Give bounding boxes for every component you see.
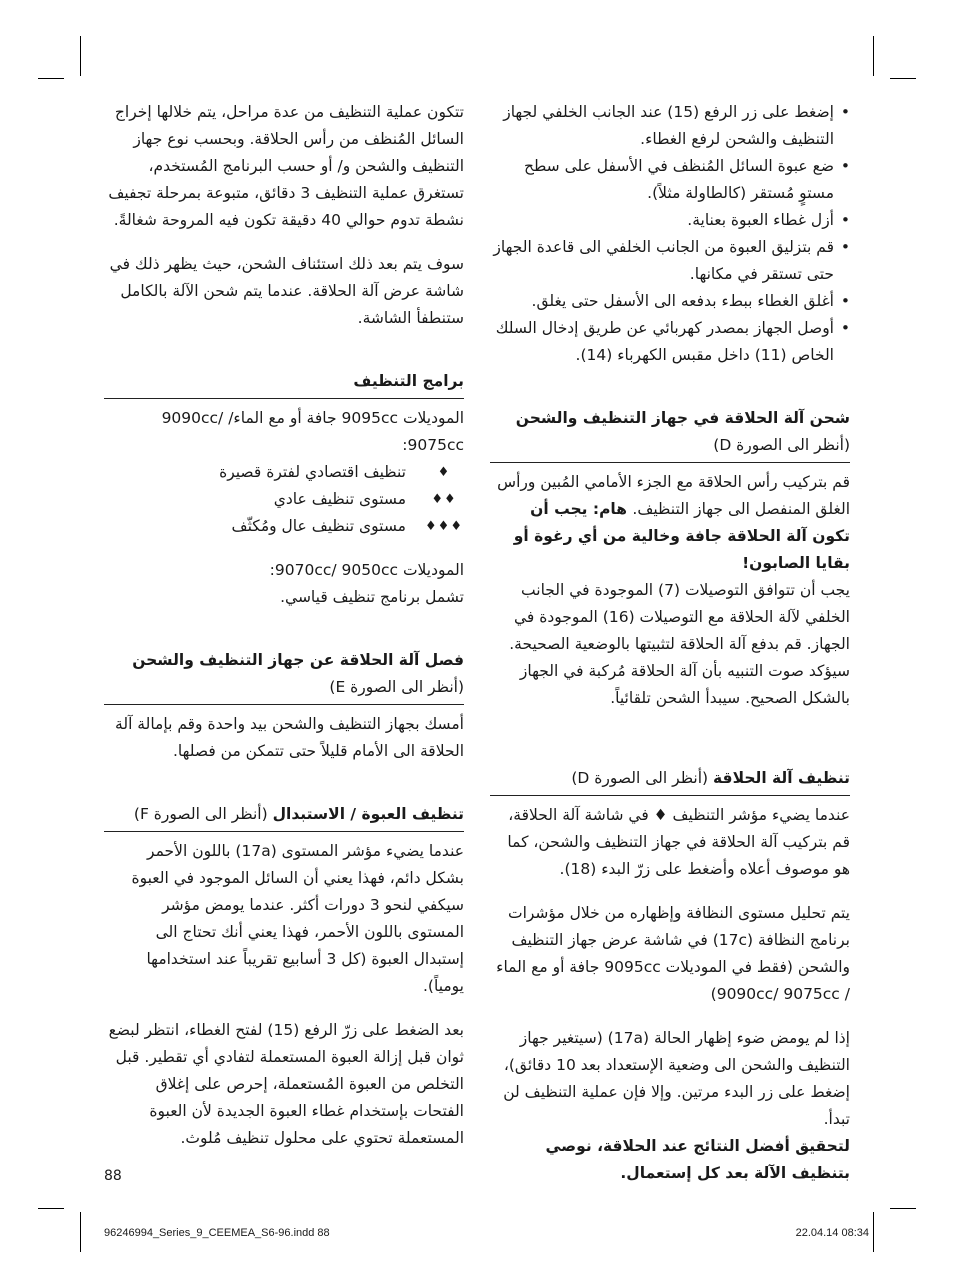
important-note: هام: يجب أن تكون آلة الحلاقة جافة وخالية من أي رغوة أو بقايا الصابون! bbox=[513, 500, 850, 572]
list-item: • قم بتزليق العبوة من الجانب الخلفي الى قاعدة الجهاز حتى تستقر في مكانها. bbox=[490, 234, 850, 288]
section-rule bbox=[490, 795, 850, 796]
cleaning-paragraph: عندما يضيء مؤشر التنظيف ♦ في شاشة آلة الحلاقة، قم بتركيب آلة الحلاقة في جهاز التنظيف والشحن، كما هو موصوف أعلاه وأضغط على زرّ البدء (18). bbox=[507, 806, 850, 878]
cleaning-recommendation: لتحقيق أفضل النتائج عند الحلاقة، نوصي بتنظيف الآلة بعد كل إستعمال. bbox=[545, 1137, 850, 1182]
list-item: • إضغط على زر الرفع (15) عند الجانب الخلفي لجهاز التنظيف والشحن لرفع الغطاء. bbox=[490, 99, 850, 153]
section-rule bbox=[104, 398, 464, 399]
crop-mark bbox=[890, 78, 916, 79]
right-column bbox=[490, 99, 850, 1187]
removal-paragraph: أمسك بجهاز التنظيف والشحن بيد واحدة وقم بإمالة آلة الحلاقة الى الأمام قليلاً حتى تتمكن من فصلها. bbox=[115, 715, 464, 760]
cartridge-paragraph: بعد الضغط على زرّ الرفع (15) لفتح الغطاء، انتظر لبضع ثوان قبل إزالة العبوة المستعملة لتفادي أي تقطير. قبل التخلص من العبوة المُستعملة، إحرص على إغلاق الفتحات بإستخدام غطاء العبوة الجديدة لأن العبوة المستعملة تحتوي على محلول تنظيف مُلوث. bbox=[108, 1021, 464, 1147]
cleaning-paragraph: يتم تحليل مستوى النظافة وإظهاره من خلال مؤشرات برنامج النظافة (17c) في شاشة عرض جهاز التنظيف والشحن (فقط في الموديلات 9095cc جافة أو مع الماء / 9090cc/ 9075cc) bbox=[496, 904, 850, 1003]
crop-mark bbox=[890, 1208, 916, 1209]
list-item: • أغلق الغطاء ببطء بدفعه الى الأسفل حتى يغلق. bbox=[490, 288, 850, 315]
section-heading-cartridge: تنظيف العبوة / الاستبدال (أنظر الى الصورة F) bbox=[133, 805, 464, 823]
section-rule bbox=[104, 831, 464, 832]
charging-paragraph: قم بتركيب رأس الحلاقة مع الجزء الأمامي المُبين ورأس الغلق المنفصل الى جهاز التنظيف. هام: يجب أن تكون آلة الحلاقة جافة وخالية من أي رغوة أو بقايا الصابون! bbox=[497, 473, 850, 572]
crop-mark bbox=[873, 36, 874, 76]
section-heading-charging: شحن آلة الحلاقة في جهاز التنظيف والشحن bbox=[515, 409, 850, 427]
program-row bbox=[104, 486, 464, 513]
drop-icon: ♦♦ bbox=[431, 492, 457, 507]
program-label: مستوى تنظيف عال ومُكثّف bbox=[231, 517, 406, 535]
list-item: • أزل غطاء العبوة بعناية. bbox=[490, 207, 850, 234]
models-text: تشمل برنامج تنظيف قياسي. bbox=[280, 588, 464, 606]
left-column bbox=[104, 99, 464, 1152]
drop-icon: ♦♦♦ bbox=[425, 519, 463, 534]
list-item: • أوصل الجهاز بمصدر كهربائي عن طريق إدخال السلك الخاص (11) داخل مقبس الكهرباء (14). bbox=[490, 315, 850, 369]
section-heading-programs: برامج التنظيف bbox=[353, 372, 464, 390]
program-row bbox=[104, 513, 464, 540]
program-row bbox=[104, 459, 464, 486]
cartridge-paragraph: عندما يضيء مؤشر المستوى (17a) باللون الأحمر بشكل دائم، فهذا يعني أن السائل الموجود في العبوة سيكفي لنحو 3 دورات أكثر. عندما يومض مؤشر المستوى باللون الأحمر، فهذا يعني أنك تحتاج الى إستبدال العبوة (كل 3 أسابيع تقريباً عند استخدامها يومياً). bbox=[131, 842, 464, 995]
section-heading-removal: فصل آلة الحلاقة عن جهاز التنظيف والشحن bbox=[132, 651, 464, 669]
cleaning-paragraph: إذا لم يومض ضوء إظهار الحالة (17a) (سيتغير جهاز التنظيف والشحن الى وضعية الإستعداد بعد 10 دقائق)، إضغط على زر البدء مرتين. وإلا فإن عملية التنظيف لن تبدأ. bbox=[503, 1029, 850, 1128]
section-rule bbox=[104, 704, 464, 705]
charge-resume-paragraph: سوف يتم بعد ذلك استئناف الشحن، حيث يظهر ذلك في شاشة عرض آلة الحلاقة. عندما يتم شحن الآلة بالكامل ستنطفأ الشاشة. bbox=[109, 255, 464, 327]
programs-models-line: الموديلات 9095cc جافة أو مع الماء/ 9090cc/ 9075cc: bbox=[161, 409, 464, 454]
footer-file-name: 96246994_Series_9_CEEMEA_S6-96.indd 88 bbox=[104, 1227, 330, 1239]
section-heading-cleaning: تنظيف آلة الحلاقة (أنظر الى الصورة D) bbox=[571, 769, 850, 787]
crop-mark bbox=[873, 1212, 874, 1252]
models-line: الموديلات 9070cc/ 9050cc: bbox=[269, 561, 464, 579]
crop-mark bbox=[38, 1208, 64, 1209]
section-heading-ref: (أنظر الى الصورة E) bbox=[329, 678, 464, 696]
page-number: 88 bbox=[104, 1168, 122, 1184]
crop-mark bbox=[80, 1212, 81, 1252]
section-rule bbox=[490, 462, 850, 463]
charging-paragraph: يجب أن تتوافق التوصيلات (7) الموجودة في الجانب الخلفي لآلة الحلاقة مع التوصيلات (16) الموجودة في الجهاز. قم بدفع آلة الحلاقة لتثبيتها بالوضعية الصحيحة. سيؤكد صوت التنبيه بأن آلة الحلاقة مُركبة في الجهاز بالشكل الصحيح. سيبدأ الشحن تلقائياً. bbox=[509, 581, 850, 707]
crop-mark bbox=[80, 36, 81, 76]
drop-icon: ♦ bbox=[437, 465, 451, 480]
section-heading-ref: (أنظر الى الصورة D) bbox=[713, 436, 850, 454]
crop-mark bbox=[38, 78, 64, 79]
cleaning-process-paragraph: تتكون عملية التنظيف من عدة مراحل، يتم خلالها إخراج السائل المُنظف من رأس الحلاقة. وبحسب نوع جهاز التنظيف والشحن و/ أو حسب البرنامج المُستخدم، تستغرق عملية التنظيف 3 دقائق، متبوعة بمرحلة تجفيف نشطة تدوم حوالي 40 دقيقة تكون فيه المروحة شغالةً. bbox=[108, 103, 464, 229]
program-label: مستوى تنظيف عادي bbox=[273, 490, 406, 508]
program-label: تنظيف اقتصادي لفترة قصيرة bbox=[219, 463, 406, 481]
footer-date-time: 22.04.14 08:34 bbox=[795, 1227, 869, 1239]
list-item: • ضع عبوة السائل المُنظف في الأسفل على سطح مستوٍ مُستقر (كالطاولة مثلاً). bbox=[490, 153, 850, 207]
setup-bullet-list bbox=[490, 99, 850, 369]
